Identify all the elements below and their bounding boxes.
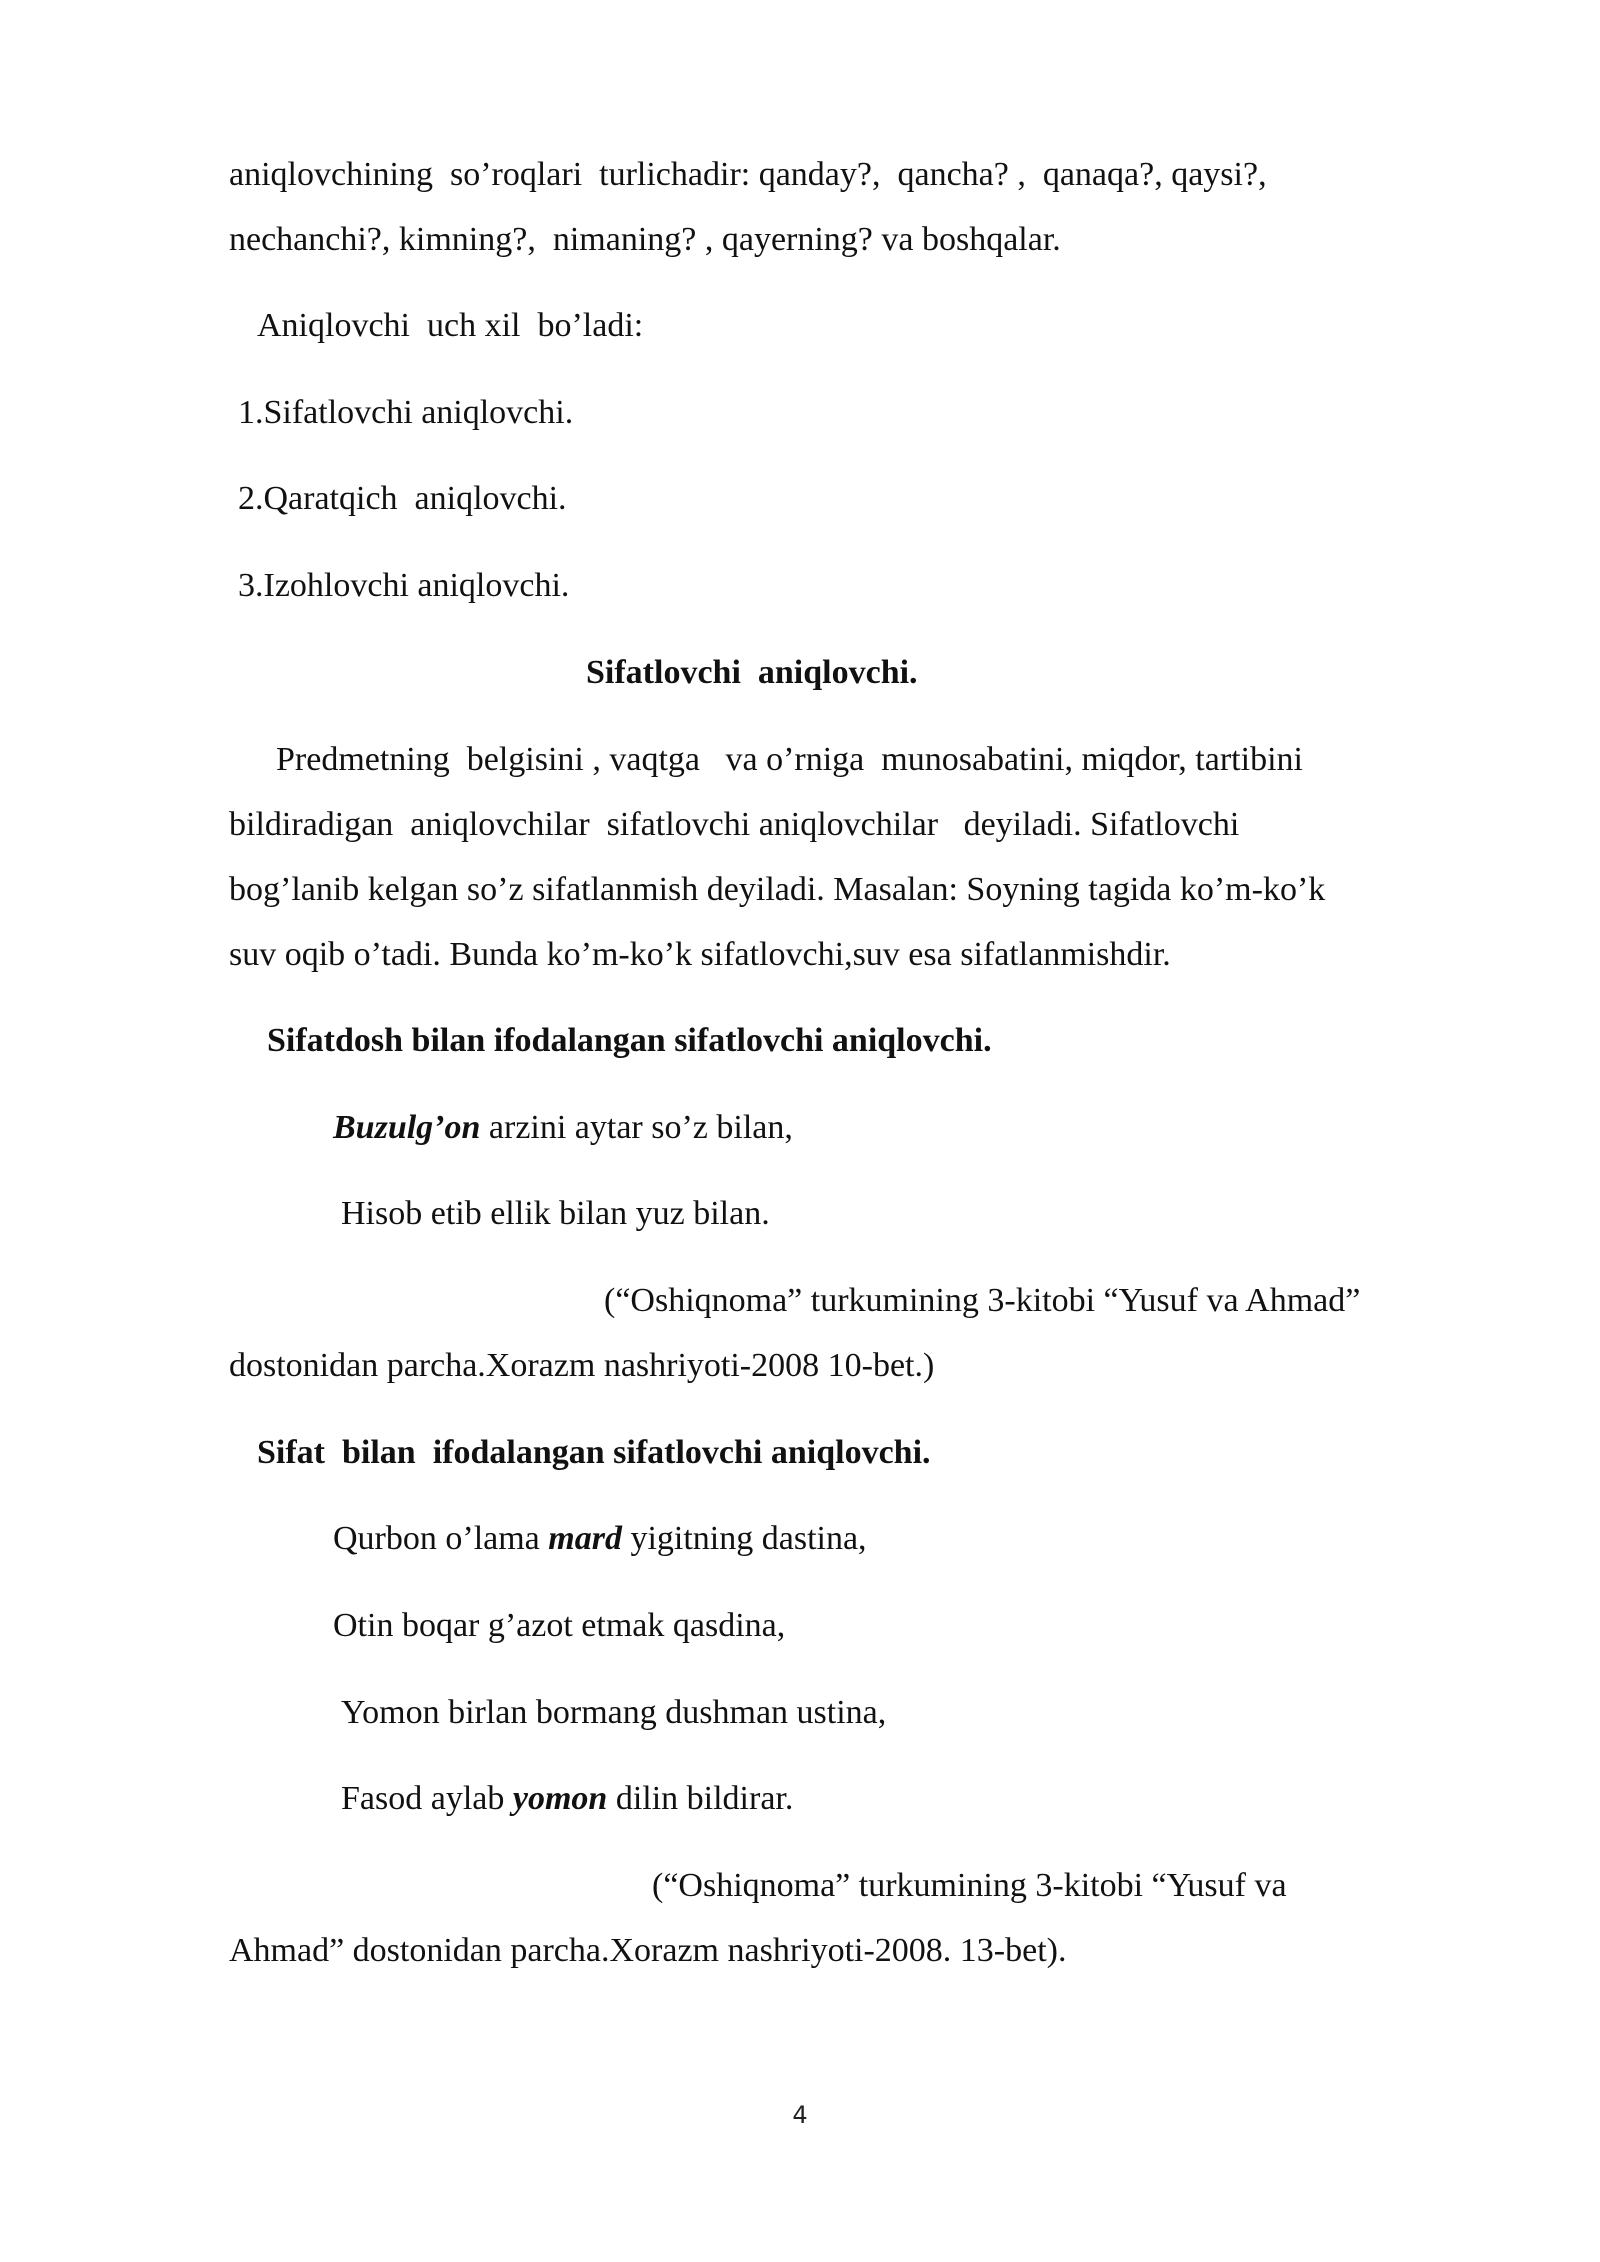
verse-text: Qurbon o’lama xyxy=(333,1520,549,1557)
source-citation-line-1: (“Oshiqnoma” turkumining 3-kitobi “Yusuf va xyxy=(652,1867,1287,1904)
source-citation-line-2: dostonidan parcha.Xorazm nashriyoti-2008 10-bet.) xyxy=(229,1347,935,1384)
source-citation-line-1: (“Oshiqnoma” turkumining 3-kitobi “Yusuf va Ahmad” xyxy=(604,1282,1361,1319)
verse-line: Hisob etib ellik bilan yuz bilan. xyxy=(341,1195,770,1232)
type-item-1: 1.Sifatlovchi aniqlovchi. xyxy=(238,394,574,431)
emphasized-word: yomon xyxy=(512,1780,608,1817)
emphasized-word: mard xyxy=(548,1520,622,1557)
verse-text: yigitning dastina, xyxy=(621,1520,867,1557)
verse-line: Yomon birlan bormang dushman ustina, xyxy=(341,1694,887,1731)
emphasized-word: Buzulg’on xyxy=(333,1109,481,1146)
verse-line xyxy=(341,1782,793,1816)
intro-line-2: nechanchi?, kimning?, nimaning? , qayerning? va boshqalar. xyxy=(229,221,1061,258)
type-item-2: 2.Qaratqich aniqlovchi. xyxy=(238,480,567,517)
verse-line xyxy=(333,1522,867,1556)
verse-text: arzini aytar so’z bilan, xyxy=(480,1109,793,1146)
paragraph-line-4: suv oqib o’tadi. Bunda ko’m-ko’k sifatlovchi,suv esa sifatlanmishdir. xyxy=(229,936,1171,973)
intro-line-1: aniqlovchining so’roqlari turlichadir: qanday?, qancha? , qanaqa?, qaysi?, xyxy=(229,156,1267,193)
paragraph-line-2: bildiradigan aniqlovchilar sifatlovchi aniqlovchilar deyiladi. Sifatlovchi xyxy=(229,806,1240,843)
type-item-3: 3.Izohlovchi aniqlovchi. xyxy=(238,567,570,604)
verse-line: Otin boqar g’azot etmak qasdina, xyxy=(333,1607,786,1644)
verse-text: Fasod aylab xyxy=(341,1780,513,1817)
verse-line xyxy=(333,1111,793,1145)
paragraph-line-1: Predmetning belgisini , vaqtga va o’rniga munosabatini, miqdor, tartibini xyxy=(276,741,1303,778)
source-citation-line-2: Ahmad” dostonidan parcha.Xorazm nashriyoti-2008. 13-bet). xyxy=(229,1932,1067,1969)
verse-text: dilin bildirar. xyxy=(607,1780,794,1817)
section-heading: Sifatlovchi aniqlovchi. xyxy=(586,654,918,691)
types-intro: Aniqlovchi uch xil bo’ladi: xyxy=(257,307,644,344)
page-number: 4 xyxy=(792,2101,808,2129)
paragraph-line-3: bog’lanib kelgan so’z sifatlanmish deyiladi. Masalan: Soyning tagida ko’m-ko’k xyxy=(229,871,1326,908)
sub-heading-sifatdosh: Sifatdosh bilan ifodalangan sifatlovchi aniqlovchi. xyxy=(267,1022,992,1059)
sub-heading-sifat: Sifat bilan ifodalangan sifatlovchi aniqlovchi. xyxy=(257,1434,931,1471)
